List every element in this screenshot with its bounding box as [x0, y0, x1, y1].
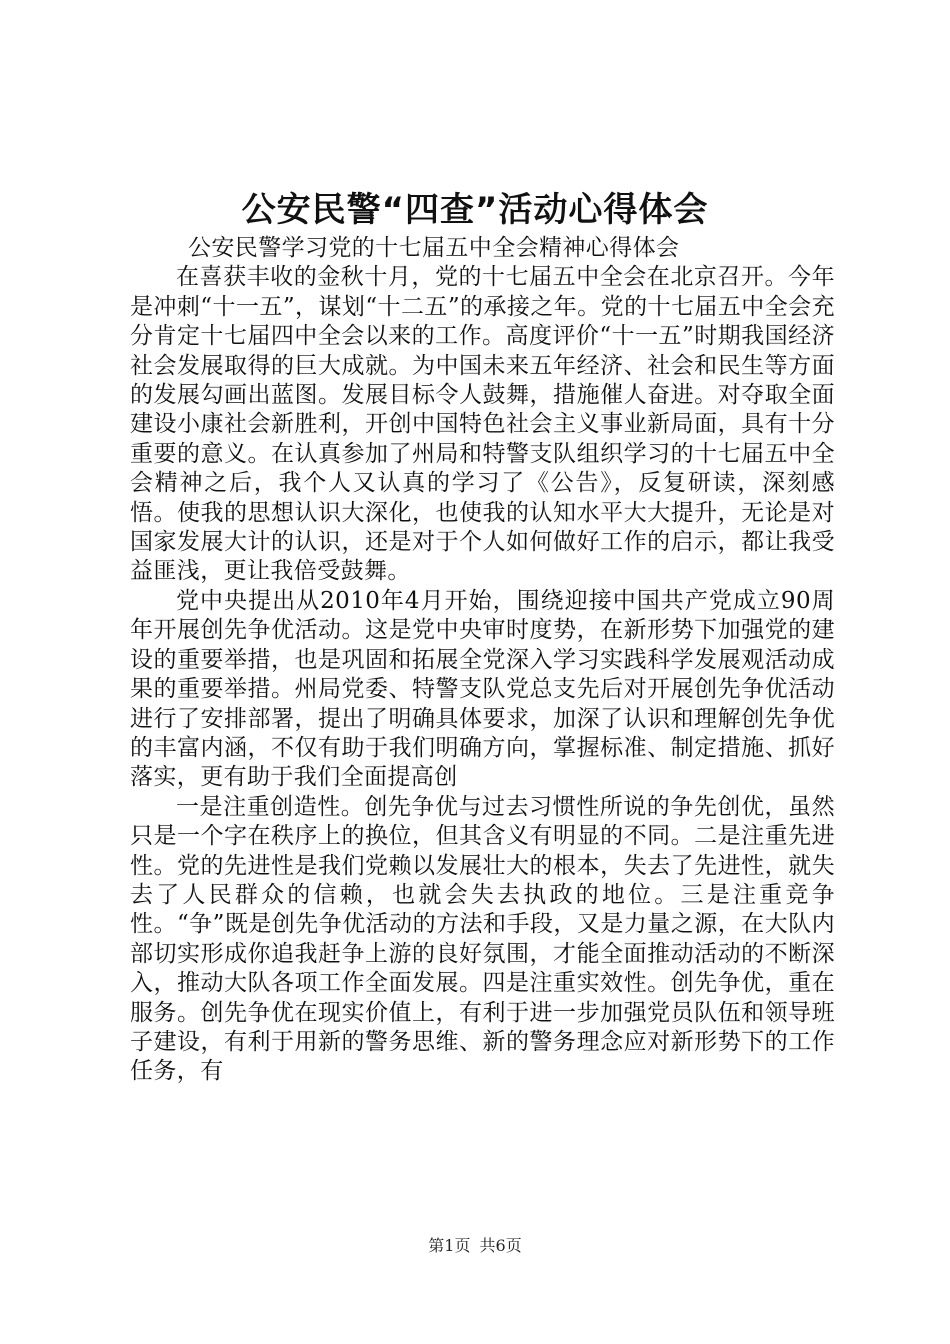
paragraph-points: 一是注重创造性。创先争优与过去习惯性所说的争先创优，虽然只是一个字在秩序上的换位，但其含义有明显的不同。二是注重先进性。党的先进性是我们党赖以发展壮大的根本，失去了先进性，就失去了人民群众的信赖，也就会失去执政的地位。三是注重竞争性。“争”既是创先争优活动的方法和手段，又是力量之源，在大队内部切实形成你追我赶争上游的良好氛围，才能全面推动活动的不断深入，推动大队各项工作全面发展。四是注重实效性。创先争优，重在服务。创先争优在现实价值上，有利于进一步加强党员队伍和领导班子建设，有利于用新的警务思维、新的警务理念应对新形势下的工作任务，有	[130, 793, 835, 1085]
page-number: 第1页	[428, 1236, 471, 1255]
page-footer	[0, 1236, 950, 1256]
paragraph-subtitle: 公安民警学习党的十七届五中全会精神心得体会	[188, 235, 680, 261]
document-title: 公安民警“四查”活动心得体会	[241, 190, 709, 230]
document-body	[130, 234, 835, 1087]
paragraph-activity: 党中央提出从2010年4月开始，围绕迎接中国共产党成立90周年开展创先争优活动。这是党中央审时度势，在新形势下加强党的建设的重要举措，也是巩固和拓展全党深入学习实践科学发展观活动成果的重要举措。州局党委、特警支队党总支先后对开展创先争优活动进行了安排部署，提出了明确具体要求，加深了认识和理解创先争优的丰富内涵，不仅有助于我们明确方向，掌握标准、制定措施、抓好落实，更有助于我们全面提高创	[130, 587, 835, 791]
page-total: 共6页	[479, 1236, 522, 1255]
paragraph-intro: 在喜获丰收的金秋十月，党的十七届五中全会在北京召开。今年是冲刺“十一五”，谋划“十二五”的承接之年。党的十七届五中全会充分肯定十七届四中全会以来的工作。高度评价“十一五”时期我国经济社会发展取得的巨大成就。为中国未来五年经济、社会和民生等方面的发展勾画出蓝图。发展目标令人鼓舞，措施催人奋进。对夺取全面建设小康社会新胜利，开创中国特色社会主义事业新局面，具有十分重要的意义。在认真参加了州局和特警支队组织学习的十七届五中全会精神之后，我个人又认真的学习了《公告》，反复研读，深刻感悟。使我的思想认识大深化，也使我的认知水平大大提升，无论是对国家发展大计的认识，还是对于个人如何做好工作的启示，都让我受益匪浅，更让我倍受鼓舞。	[130, 264, 835, 585]
